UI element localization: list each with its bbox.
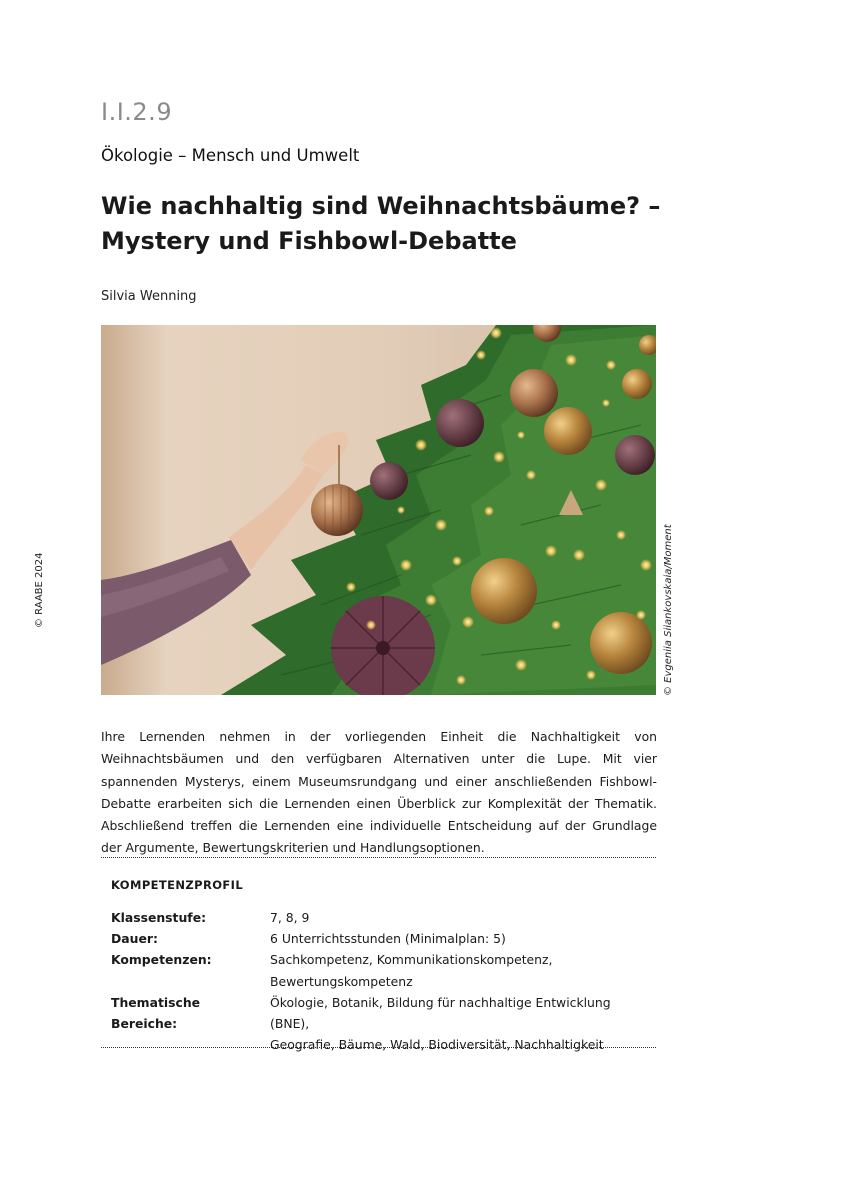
dotted-divider-top <box>101 857 656 858</box>
profile-value <box>270 907 651 928</box>
profile-value-line: 7, 8, 9 <box>270 910 310 925</box>
profile-value-line: Sachkompetenz, Kommunikationskompetenz, <box>270 952 553 968</box>
profile-value <box>270 928 651 949</box>
profile-value <box>270 949 651 991</box>
profile-value-line: 6 Unterrichtsstunden (Minimalplan: 5) <box>270 931 506 947</box>
subject-heading: Ökologie – Mensch und Umwelt <box>101 146 360 165</box>
page-title <box>101 189 721 259</box>
competence-profile-table <box>111 907 651 1055</box>
profile-label: Kompetenzen: <box>111 952 212 968</box>
christmas-tree-photo <box>101 325 656 695</box>
photo-credit: © Evgeniia Siiankovskaia/Moment <box>663 524 674 696</box>
profile-label: Klassenstufe: <box>111 910 207 925</box>
profile-label: Thematische Bereiche: <box>111 994 201 1032</box>
competence-profile-heading: KOMPETENZPROFIL <box>111 878 244 892</box>
dotted-divider-bottom <box>101 1047 656 1048</box>
profile-row-duration <box>111 928 651 949</box>
profile-value-line: Geografie, Bäume, Wald, Biodiversität, Nachhaltigkeit <box>270 1037 604 1053</box>
intro-paragraph: Ihre Lernenden nehmen in der vorliegenden Einheit die Nachhaltigkeit von Weihnachtsbäumen und den verfügbaren Alternativen unter die Lupe. Mit vier spannenden Mysterys, einem Museumsrundgang und einer anschließenden Fishbowl-Debatte erarbeiten sich die Lernenden einen Überblick zur Komplexität der Thematik. Abschließend treffen die Lernenden eine individuelle Entscheidung auf der Grundlage der Argumente, Bewertungskriterien und Handlungsoptionen. <box>101 729 657 856</box>
profile-value-line: Ökologie, Botanik, Bildung für nachhaltige Entwicklung (BNE), <box>270 994 611 1032</box>
profile-value-line: Bewertungskompetenz <box>270 973 413 989</box>
author-name: Silvia Wenning <box>101 289 197 304</box>
title-line-1: Wie nachhaltig sind Weihnachtsbäume? – <box>101 192 661 220</box>
copyright-notice: © RAABE 2024 <box>34 552 45 628</box>
profile-label: Dauer: <box>111 931 158 947</box>
unit-code: I.I.2.9 <box>101 98 173 126</box>
title-line-2: Mystery und Fishbowl-Debatte <box>101 227 517 255</box>
profile-row-grade <box>111 907 651 928</box>
profile-value <box>270 992 651 1056</box>
profile-row-competences <box>111 949 651 991</box>
profile-row-topics <box>111 992 651 1056</box>
